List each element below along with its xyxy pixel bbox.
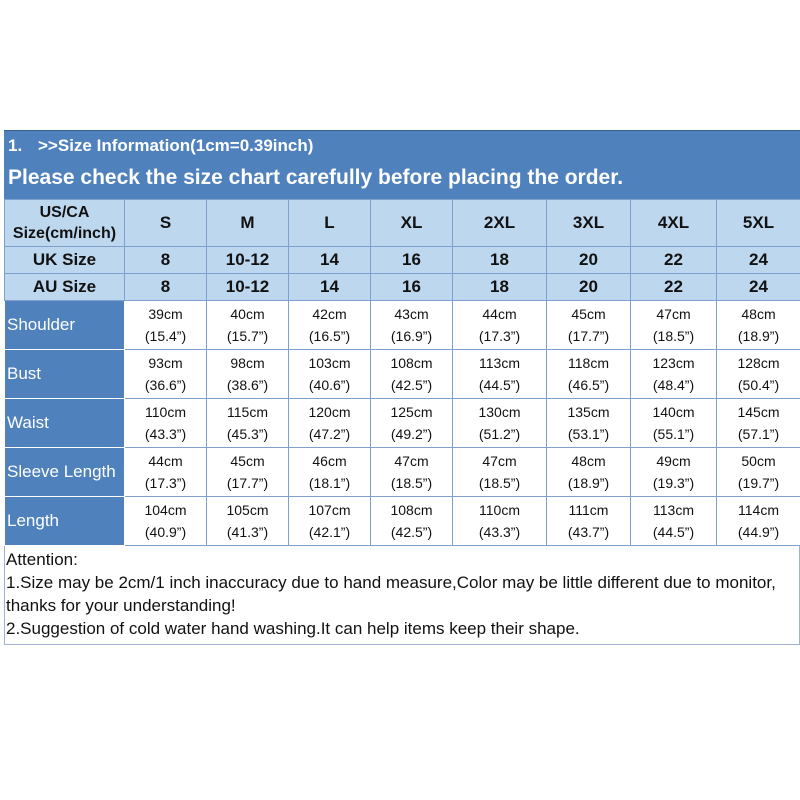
cm-value: 135cm [567,404,610,420]
size-cell: 20 [547,274,631,301]
inch-value: (49.2”) [390,426,433,442]
cm-value: 48cm [741,306,776,322]
cm-value: 125cm [390,404,433,420]
measurement-label-text: Bust [7,364,42,383]
measurement-row-waist [5,399,800,448]
measurement-cell [717,448,800,497]
size-info-title-line [4,131,800,161]
cm-value: 44cm [482,306,517,322]
measurement-label [5,350,125,399]
measurement-row-length [5,497,800,546]
cm-value: 107cm [308,502,351,518]
cm-value: 113cm [653,502,694,518]
inch-value: (38.6”) [226,377,269,393]
inch-value: (42.5”) [390,524,433,540]
size-cell: 22 [631,274,717,301]
cm-value: 115cm [227,404,268,420]
cm-value: 40cm [230,306,265,322]
size-cell: 8 [125,247,207,274]
measurement-cell [371,497,453,546]
measurement-cell [631,301,717,350]
measurement-cell [547,399,631,448]
inch-value: (36.6”) [144,377,187,393]
inch-value: (44.9”) [737,524,780,540]
cm-value: 93cm [148,355,183,371]
measurement-label-text: Shoulder [7,315,76,334]
inch-value: (41.3”) [226,524,269,540]
inch-value: (45.3”) [226,426,269,442]
inch-value: (51.2”) [478,426,521,442]
size-cell: 16 [371,247,453,274]
measurement-cell [371,399,453,448]
cm-value: 140cm [652,404,695,420]
measurement-cell [547,448,631,497]
attention-line-3: 2.Suggestion of cold water hand washing.It can help items keep their shape. [6,619,580,638]
size-info-header [4,130,800,199]
measurement-cell [453,497,547,546]
inch-value: (43.3”) [478,524,521,540]
inch-value: (50.4”) [737,377,780,393]
measurement-cell [631,497,717,546]
measurement-label [5,448,125,497]
cm-value: 103cm [308,355,351,371]
measurement-cell [207,301,289,350]
measurement-cell [289,399,371,448]
cm-value: 110cm [479,502,520,518]
measurement-label-text: Waist [7,413,49,432]
cm-value: 104cm [144,502,187,518]
measurement-cell [125,399,207,448]
size-cell: 2XL [453,200,547,247]
cm-value: 130cm [478,404,521,420]
us-ca-label-line2: Size(cm/inch) [12,225,117,242]
inch-value: (44.5”) [652,524,695,540]
au-size-label: AU Size [5,274,125,301]
measurement-row-shoulder [5,301,800,350]
uk-size-label: UK Size [5,247,125,274]
measurement-cell [207,448,289,497]
size-cell: 18 [453,247,547,274]
cm-value: 145cm [737,404,780,420]
size-table [4,199,800,546]
measurement-label-text: Length [7,511,59,530]
cm-value: 113cm [479,355,520,371]
measurement-cell [717,399,800,448]
measurement-cell [453,301,547,350]
us-ca-size-label [5,200,125,247]
measurement-cell [289,497,371,546]
cm-value: 47cm [482,453,517,469]
size-cell: 14 [289,274,371,301]
au-size-row [5,274,800,301]
size-cell: 22 [631,247,717,274]
size-cell: XL [371,200,453,247]
inch-value: (48.4”) [652,377,695,393]
cm-value: 108cm [390,502,433,518]
cm-value: 43cm [394,306,429,322]
attention-notes [4,546,800,645]
measurement-cell [631,350,717,399]
attention-line-2: thanks for your understanding! [6,596,236,615]
cm-value: 118cm [568,355,609,371]
inch-value: (17.3”) [478,328,521,344]
inch-value: (18.5”) [478,475,521,491]
inch-value: (55.1”) [652,426,695,442]
attention-title: Attention: [6,550,78,569]
inch-value: (15.7”) [226,328,269,344]
inch-value: (40.9”) [144,524,187,540]
measurement-cell [547,497,631,546]
inch-value: (19.7”) [737,475,780,491]
measurement-cell [453,448,547,497]
cm-value: 39cm [148,306,183,322]
us-ca-size-row [5,200,800,247]
cm-value: 44cm [148,453,183,469]
size-cell: 24 [717,274,800,301]
inch-value: (43.3”) [144,426,187,442]
cm-value: 42cm [312,306,347,322]
measurement-cell [125,497,207,546]
inch-value: (17.3”) [144,475,187,491]
inch-value: (16.5”) [308,328,351,344]
inch-value: (16.9”) [390,328,433,344]
inch-value: (18.9”) [737,328,780,344]
size-cell: M [207,200,289,247]
cm-value: 45cm [571,306,606,322]
size-chart [4,130,800,645]
measurement-cell [453,399,547,448]
measurement-cell [207,350,289,399]
measurement-cell [453,350,547,399]
size-info-subtitle: Please check the size chart carefully before placing the order. [8,166,624,189]
inch-value: (15.4”) [144,328,187,344]
size-cell: 3XL [547,200,631,247]
measurement-label [5,497,125,546]
inch-value: (46.5”) [567,377,610,393]
measurement-cell [125,448,207,497]
cm-value: 45cm [230,453,265,469]
measurement-cell [289,350,371,399]
measurement-cell [371,301,453,350]
size-cell: 14 [289,247,371,274]
measurement-cell [547,301,631,350]
cm-value: 47cm [656,306,691,322]
cm-value: 108cm [390,355,433,371]
measurement-row-sleeve-length [5,448,800,497]
inch-value: (44.5”) [478,377,521,393]
size-cell: S [125,200,207,247]
measurement-row-bust [5,350,800,399]
inch-value: (18.1”) [308,475,351,491]
cm-value: 120cm [308,404,351,420]
measurement-cell [207,497,289,546]
cm-value: 105cm [226,502,269,518]
size-cell: 10-12 [207,274,289,301]
size-cell: 4XL [631,200,717,247]
measurement-cell [289,448,371,497]
cm-value: 111cm [568,502,609,518]
inch-value: (42.1”) [308,524,351,540]
us-ca-label-line1: US/CA [39,204,90,221]
measurement-cell [547,350,631,399]
measurement-cell [371,350,453,399]
inch-value: (47.2”) [308,426,351,442]
size-cell: 20 [547,247,631,274]
measurement-label-text: Sleeve Length [7,462,116,481]
inch-value: (43.7”) [567,524,610,540]
measurement-cell [717,301,800,350]
inch-value: (18.5”) [390,475,433,491]
size-cell: 16 [371,274,453,301]
measurement-rows [5,301,800,546]
measurement-cell [717,350,800,399]
size-cell: L [289,200,371,247]
size-info-title: >>Size Information(1cm=0.39inch) [38,136,314,155]
cm-value: 50cm [741,453,776,469]
measurement-cell [125,350,207,399]
measurement-label [5,301,125,350]
cm-value: 110cm [145,404,186,420]
measurement-cell [125,301,207,350]
inch-value: (40.6”) [308,377,351,393]
size-cell: 8 [125,274,207,301]
cm-value: 98cm [230,355,265,371]
inch-value: (19.3”) [652,475,695,491]
cm-value: 128cm [737,355,780,371]
measurement-cell [289,301,371,350]
cm-value: 47cm [394,453,429,469]
section-number: 1. [8,136,23,155]
measurement-cell [717,497,800,546]
inch-value: (17.7”) [567,328,610,344]
size-cell: 10-12 [207,247,289,274]
inch-value: (18.9”) [567,475,610,491]
cm-value: 48cm [571,453,606,469]
inch-value: (18.5”) [652,328,695,344]
measurement-cell [631,399,717,448]
inch-value: (42.5”) [390,377,433,393]
cm-value: 123cm [652,355,695,371]
attention-line-1: 1.Size may be 2cm/1 inch inaccuracy due to hand measure,Color may be little different due to monitor, [6,573,776,592]
inch-value: (57.1”) [737,426,780,442]
cm-value: 49cm [656,453,691,469]
cm-value: 46cm [312,453,347,469]
measurement-label [5,399,125,448]
inch-value: (17.7”) [226,475,269,491]
measurement-cell [207,399,289,448]
size-cell: 24 [717,247,800,274]
measurement-cell [631,448,717,497]
inch-value: (53.1”) [567,426,610,442]
size-cell: 18 [453,274,547,301]
cm-value: 114cm [738,502,779,518]
size-cell: 5XL [717,200,800,247]
uk-size-row [5,247,800,274]
measurement-cell [371,448,453,497]
